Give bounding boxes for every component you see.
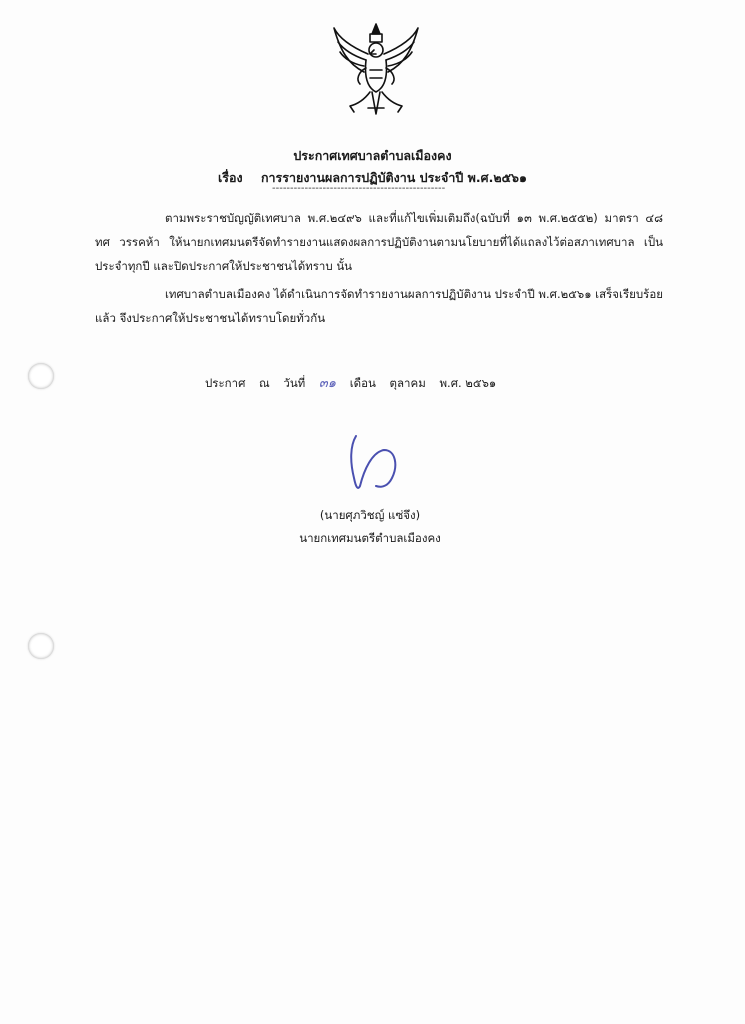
announcement-title: ประกาศเทศบาลตำบลเมืองคง — [293, 148, 452, 163]
body-paragraph-1: ตามพระราชบัญญัติเทศบาล พ.ศ.๒๔๙๖ และที่แก้ไขเพิ่มเติมถึง(ฉบับที่ ๑๓ พ.ศ.๒๕๕๒) มาตรา ๔๘ ทศ วรรคห้า ให้นายกเทศมนตรีจัดทำรายงานแสดงผลการปฏิบัติงานตามนโยบายที่ได้แถลงไว้ต่อสภาเทศบาล เป็นประจำทุกปี และปิดประกาศให้ประชาชนได้ทราบ นั้น — [95, 211, 663, 273]
title-separator: ------------------------------------------------ — [272, 183, 446, 194]
garuda-emblem-icon — [330, 20, 422, 118]
day-value: ๓๑ — [318, 376, 337, 391]
punch-hole — [28, 363, 54, 389]
announced-label: ประกาศ — [205, 376, 246, 390]
subject-label: เรื่อง — [218, 170, 243, 185]
at-label: ณ — [259, 376, 270, 390]
signer-position: นายกเทศมนตรีตำบลเมืองคง — [299, 531, 441, 545]
signer-name: (นายศุภวิชญ์ แซ่จึง) — [319, 508, 421, 522]
subject-text: การรายงานผลการปฏิบัติงาน ประจำปี พ.ศ.๒๕๖๑ — [260, 170, 527, 185]
day-label: วันที่ — [283, 376, 306, 390]
month-value: ตุลาคม — [389, 376, 426, 390]
body-paragraph-2: เทศบาลตำบลเมืองคง ได้ดำเนินการจัดทำรายงานผลการปฏิบัติงาน ประจำปี พ.ศ.๒๕๖๑ เสร็จเรียบร้อยแล้ว จึงประกาศให้ประชาชนได้ทราบโดยทั่วกัน — [95, 287, 663, 325]
handwritten-signature — [342, 432, 406, 494]
announcement-date-line — [205, 372, 506, 393]
year-value: พ.ศ. ๒๕๖๑ — [439, 376, 497, 390]
month-label: เดือน — [349, 376, 376, 390]
punch-hole — [28, 633, 54, 659]
